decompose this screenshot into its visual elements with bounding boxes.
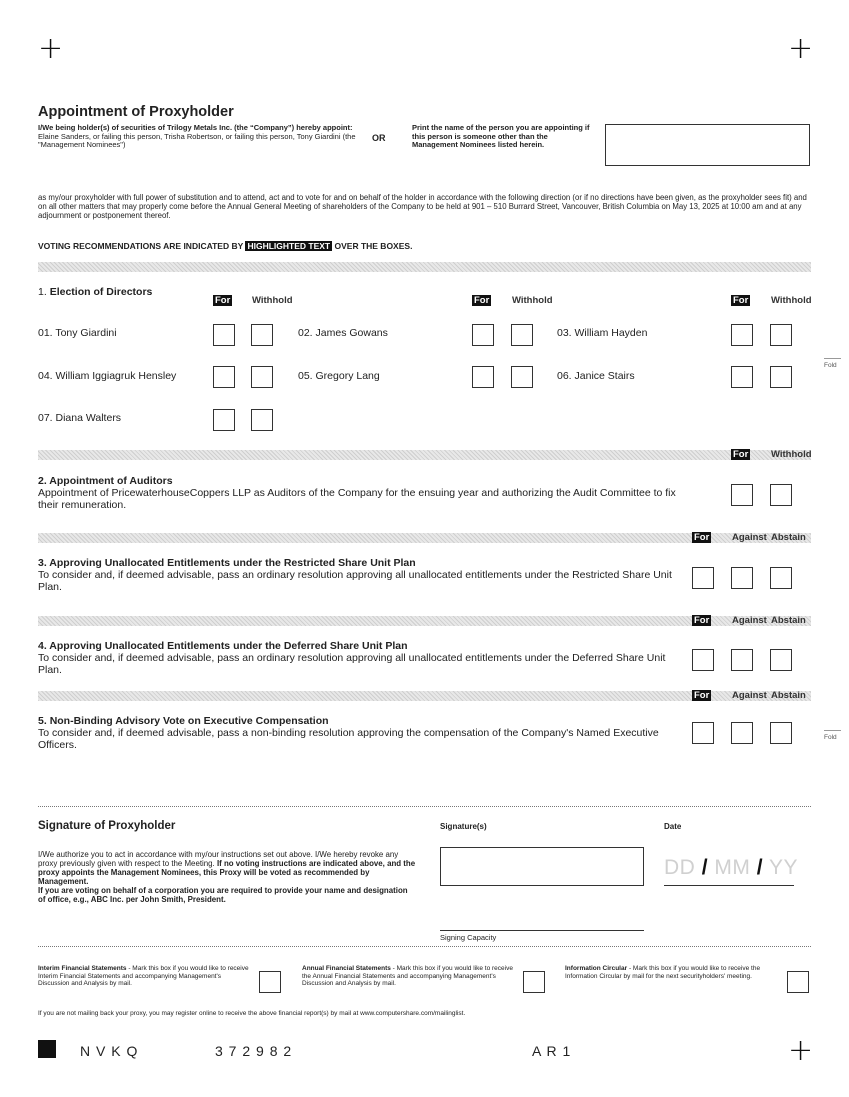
nominee-03-withhold-checkbox[interactable] (770, 324, 792, 346)
fold-label: Fold (824, 362, 837, 369)
interim-desc: - Mark this box if you would like to receive Interim Financial Statements and accompanying Management's Discussion and Analysis by mail. (38, 965, 249, 987)
against-header: Against (732, 532, 767, 543)
information-circular-text (565, 965, 777, 980)
nominee-label: 03. William Hayden (557, 327, 648, 339)
directors-heading (38, 286, 152, 298)
nominee-01-for-checkbox[interactable] (213, 324, 235, 346)
abstain-header: Abstain (771, 615, 806, 626)
nominee-label: 01. Tony Giardini (38, 327, 117, 339)
section-divider (38, 450, 811, 460)
signature-input[interactable] (440, 847, 644, 886)
dsu-for-checkbox[interactable] (692, 649, 714, 671)
interim-statements-text (38, 965, 250, 988)
dsu-against-checkbox[interactable] (731, 649, 753, 671)
nominee-label: 04. William Iggiagruk Hensley (38, 370, 177, 382)
against-header: Against (732, 690, 767, 701)
date-label: Date (664, 822, 682, 831)
nominee-label: 05. Gregory Lang (298, 370, 380, 382)
annual-statements-checkbox[interactable] (523, 971, 545, 993)
date-dd: DD (664, 856, 696, 879)
item-text: To consider and, if deemed advisable, pass a non-binding resolution approving the compensation of the Company's Named Executive Officers. (38, 727, 659, 751)
nominee-01-withhold-checkbox[interactable] (251, 324, 273, 346)
withhold-header: Withhold (512, 295, 553, 306)
section-divider (38, 262, 811, 272)
online-registration-note: If you are not mailing back your proxy, you may register online to receive the above financial report(s) by mail at www.computershare.com/mailinglist. (38, 1010, 466, 1017)
rec-suffix: OVER THE BOXES. (334, 241, 413, 251)
print-name-text: Print the name of the person you are appointing if this person is someone other than the Management Nominees listed herein. (412, 123, 590, 149)
say-on-pay-for-checkbox[interactable] (692, 722, 714, 744)
withhold-header: Withhold (771, 295, 812, 306)
nominee-06-for-checkbox[interactable] (731, 366, 753, 388)
registration-mark: + (788, 1033, 814, 1068)
item-number: 2. (38, 475, 47, 487)
interim-title: Interim Financial Statements (38, 965, 127, 972)
fold-line (824, 358, 841, 359)
item-title-text: Appointment of Auditors (49, 475, 173, 487)
directors-title: Election of Directors (49, 286, 153, 298)
item-title (38, 715, 678, 727)
date-mm: MM (714, 856, 751, 879)
appointment-holder-text (38, 124, 356, 150)
for-header: For (694, 690, 710, 701)
circular-desc: - Mark this box if you would like to receive the Information Circular by mail for the next securityholders' meeting. (565, 965, 761, 980)
auditors-for-checkbox[interactable] (731, 484, 753, 506)
for-header: For (215, 295, 231, 306)
nominee-02-withhold-checkbox[interactable] (511, 324, 533, 346)
nominee-07-for-checkbox[interactable] (213, 409, 235, 431)
holder-text: Elaine Sanders, or failing this person, Trisha Robertson, or failing this person, Tony Giardini (the "Management Nominees") (38, 131, 356, 149)
date-separator: / (701, 856, 709, 879)
date-yy: YY (769, 856, 799, 879)
nominee-03-for-checkbox[interactable] (731, 324, 753, 346)
item-dsu-plan (38, 640, 678, 676)
abstain-header: Abstain (771, 532, 806, 543)
abstain-header: Abstain (771, 690, 806, 701)
auditors-withhold-checkbox[interactable] (770, 484, 792, 506)
signature-body-bold1: If no voting instructions are indicated above, and the proxy appoints the Management Nominees, this Proxy will be voted as recommended by Management. (38, 859, 416, 886)
dsu-abstain-checkbox[interactable] (770, 649, 792, 671)
fold-line (824, 730, 841, 731)
item-text: To consider and, if deemed advisable, pass an ordinary resolution approving all unallocated entitlements under the Restricted Share Unit Plan. (38, 569, 672, 593)
rsu-abstain-checkbox[interactable] (770, 567, 792, 589)
or-label: OR (372, 133, 386, 143)
signing-capacity-label: Signing Capacity (440, 933, 497, 942)
item-number: 4. (38, 640, 47, 652)
say-on-pay-against-checkbox[interactable] (731, 722, 753, 744)
annual-title: Annual Financial Statements (302, 965, 391, 972)
item-title-text: Approving Unallocated Entitlements under the Deferred Share Unit Plan (49, 640, 408, 652)
for-header: For (474, 295, 490, 306)
information-circular-checkbox[interactable] (787, 971, 809, 993)
signature-body (38, 850, 416, 904)
signature-body-bold2: If you are voting on behalf of a corporation you are required to provide your name and designation of office, e.g., ABC Inc. per John Smith, President. (38, 886, 408, 904)
interim-statements-checkbox[interactable] (259, 971, 281, 993)
signatures-label: Signature(s) (440, 822, 487, 831)
item-title (38, 640, 678, 652)
nominee-label: 06. Janice Stairs (557, 370, 635, 382)
for-header: For (694, 615, 710, 626)
footer-code-ar1: A R 1 (532, 1043, 572, 1059)
nominee-06-withhold-checkbox[interactable] (770, 366, 792, 388)
nominee-04-withhold-checkbox[interactable] (251, 366, 273, 388)
signature-title: Signature of Proxyholder (38, 820, 176, 832)
proxyholder-name-input[interactable] (605, 124, 810, 166)
for-header: For (733, 295, 749, 306)
direction-text: as my/our proxyholder with full power of substitution and to attend, act and to vote for and on behalf of the holder in accordance with the following direction (or if no directions have been given, as the proxyholder sees fit) and on all other matters that may properly come before the Annual General Meeting of shareholders of the Company to be held at 901 – 510 Burrard Street, Vancouver, British Columbia on May 13, 2025 at 10:00 am and at any adjournment or postponement thereof. (38, 193, 807, 220)
item-number: 5. (38, 715, 47, 727)
nominee-label: 02. James Gowans (298, 327, 388, 339)
rsu-for-checkbox[interactable] (692, 567, 714, 589)
item-auditors (38, 475, 698, 511)
withhold-header: Withhold (252, 295, 293, 306)
say-on-pay-abstain-checkbox[interactable] (770, 722, 792, 744)
appointment-title: Appointment of Proxyholder (38, 104, 234, 120)
rec-prefix: VOTING RECOMMENDATIONS ARE INDICATED BY (38, 241, 244, 251)
nominee-05-for-checkbox[interactable] (472, 366, 494, 388)
mailing-divider (38, 946, 811, 947)
nominee-04-for-checkbox[interactable] (213, 366, 235, 388)
nominee-02-for-checkbox[interactable] (472, 324, 494, 346)
date-separator: / (756, 856, 764, 879)
holder-text-bold: I/We being holder(s) of securities of Trilogy Metals Inc. (the “Company”) hereby appoint: (38, 123, 353, 132)
item-title-text: Non-Binding Advisory Vote on Executive Compensation (49, 715, 329, 727)
signature-body-plain: I/We authorize you to act in accordance with my/our instructions set out above. I/We hereby revoke any proxy previously given with respect to the Meeting. (38, 850, 399, 868)
directors-number: 1. (38, 286, 47, 298)
rec-highlight: HIGHLIGHTED TEXT (247, 241, 331, 251)
nominee-label: 07. Diana Walters (38, 412, 122, 424)
for-header: For (694, 532, 710, 543)
registration-mark: + (38, 31, 64, 66)
signature-divider (38, 806, 811, 807)
withhold-header: Withhold (771, 449, 812, 460)
voting-recommendation (38, 241, 412, 251)
signing-capacity-line[interactable] (440, 930, 644, 931)
footer-code-nvkq: N V K Q (80, 1043, 139, 1059)
circular-title: Information Circular (565, 965, 628, 972)
footer-code-number: 3 7 2 9 8 2 (215, 1043, 293, 1059)
nominee-07-withhold-checkbox[interactable] (251, 409, 273, 431)
nominee-05-withhold-checkbox[interactable] (511, 366, 533, 388)
item-text: To consider and, if deemed advisable, pass an ordinary resolution approving all unallocated entitlements under the Deferred Share Unit Plan. (38, 652, 666, 676)
against-header: Against (732, 615, 767, 626)
item-text: Appointment of PricewaterhouseCoppers LLP as Auditors of the Company for the ensuing year and authorizing the Audit Committee to fix their remuneration. (38, 487, 676, 511)
annual-desc: - Mark this box if you would like to receive the Annual Financial Statements and accompanying Management's Discussion and Analysis by mail. (302, 965, 513, 987)
scan-mark-square (38, 1040, 56, 1058)
item-number: 3. (38, 557, 47, 569)
rsu-against-checkbox[interactable] (731, 567, 753, 589)
annual-statements-text (302, 965, 514, 988)
fold-label: Fold (824, 734, 837, 741)
item-title (38, 475, 698, 487)
item-title (38, 557, 678, 569)
for-header: For (733, 449, 749, 460)
item-say-on-pay (38, 715, 678, 751)
registration-mark: + (788, 31, 814, 66)
item-rsu-plan (38, 557, 678, 593)
item-title-text: Approving Unallocated Entitlements under the Restricted Share Unit Plan (49, 557, 416, 569)
date-input[interactable] (664, 856, 799, 886)
